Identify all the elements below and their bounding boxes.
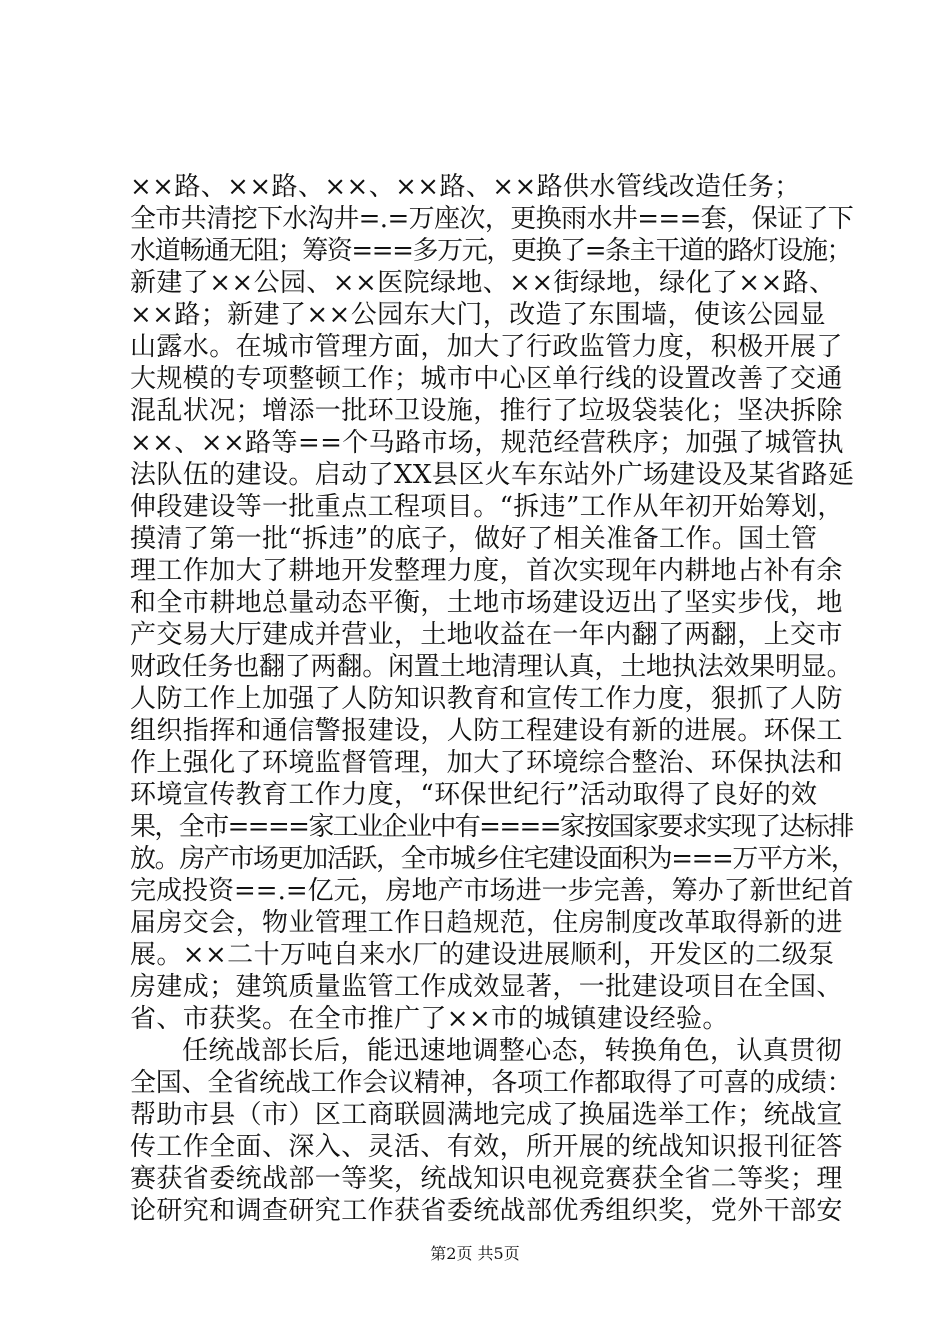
text-line: 省、市获奖。在全市推广了××市的城镇建设经验。 — [130, 1004, 729, 1034]
text-line: 理工作加大了耕地开发整理力度，首次实现年内耕地占补有余 — [130, 556, 843, 586]
text-line: 和全市耕地总量动态平衡，土地市场建设迈出了坚实步伐，地 — [130, 588, 843, 618]
paragraph-start-line: 任统战部长后，能迅速地调整心态，转换角色，认真贯彻 — [182, 1036, 843, 1066]
text-line: 新建了××公园、××医院绿地、××街绿地，绿化了××路、 — [130, 268, 836, 298]
text-line: 果，全市====家工业企业中有====家按国家要求实现了达标排 — [130, 812, 853, 842]
text-line: 环境宣传教育工作力度，“环保世纪行”活动取得了良好的效 — [130, 780, 818, 810]
text-line: 山露水。在城市管理方面，加大了行政监管力度，积极开展了 — [130, 332, 843, 362]
text-line: 房建成；建筑质量监管工作成效显著，一批建设项目在全国、 — [130, 972, 843, 1002]
text-line: 传工作全面、深入、灵活、有效，所开展的统战知识报刊征答 — [130, 1132, 843, 1162]
text-line: 完成投资==.=亿元，房地产市场进一步完善，筹办了新世纪首 — [130, 876, 854, 906]
text-line: 伸段建设等一批重点工程项目。“拆违”工作从年初开始筹划， — [130, 492, 844, 522]
document-body — [130, 171, 854, 1227]
text-line: 组织指挥和通信警报建设，人防工程建设有新的进展。环保工 — [130, 716, 843, 746]
text-line: 水道畅通无阻；筹资===多万元，更换了=条主干道的路灯设施； — [130, 236, 852, 266]
text-line: 论研究和调查研究工作获省委统战部优秀组织奖，党外干部安 — [130, 1196, 843, 1226]
text-line: 人防工作上加强了人防知识教育和宣传工作力度，狠抓了人防 — [130, 684, 843, 714]
text-line: 放。房产市场更加活跃，全市城乡住宅建设面积为===万平方米， — [130, 844, 856, 874]
text-line: 展。××二十万吨自来水厂的建设进展顺利，开发区的二级泵 — [130, 940, 835, 970]
text-line: 全市共清挖下水沟井=.=万座次，更换雨水井===套，保证了下 — [130, 204, 854, 234]
text-line: 作上强化了环境监督管理，加大了环境综合整治、环保执法和 — [130, 748, 843, 778]
text-line: 赛获省委统战部一等奖，统战知识电视竞赛获全省二等奖；理 — [130, 1164, 843, 1194]
text-line: 大规模的专项整顿工作；城市中心区单行线的设置改善了交通 — [130, 364, 843, 394]
text-line: ××路；新建了××公园东大门，改造了东围墙，使该公园显 — [130, 300, 826, 330]
text-line: ××路、××路、××、××路、××路供水管线改造任务； — [130, 172, 801, 202]
text-line: 全国、全省统战工作会议精神，各项工作都取得了可喜的成绩： — [130, 1068, 853, 1098]
text-line: 帮助市县（市）区工商联圆满地完成了换届选举工作；统战宣 — [130, 1100, 843, 1130]
text-line: 摸清了第一批“拆违”的底子，做好了相关准备工作。国土管 — [130, 524, 818, 554]
text-line: 法队伍的建设。启动了XX县区火车东站外广场建设及某省路延 — [130, 460, 855, 490]
text-line: 产交易大厅建成并营业，土地收益在一年内翻了两翻，上交市 — [130, 620, 843, 650]
text-line: 财政任务也翻了两翻。闲置土地清理认真，土地执法效果明显。 — [130, 652, 853, 682]
text-line: ××、××路等==个马路市场，规范经营秩序；加强了城管执 — [130, 428, 844, 458]
text-line: 混乱状况；增添一批环卫设施，推行了垃圾袋装化；坚决拆除 — [130, 396, 843, 426]
page-number-footer: 第2页 共5页 — [430, 1244, 520, 1263]
text-line: 届房交会，物业管理工作日趋规范，住房制度改革取得新的进 — [130, 908, 843, 938]
